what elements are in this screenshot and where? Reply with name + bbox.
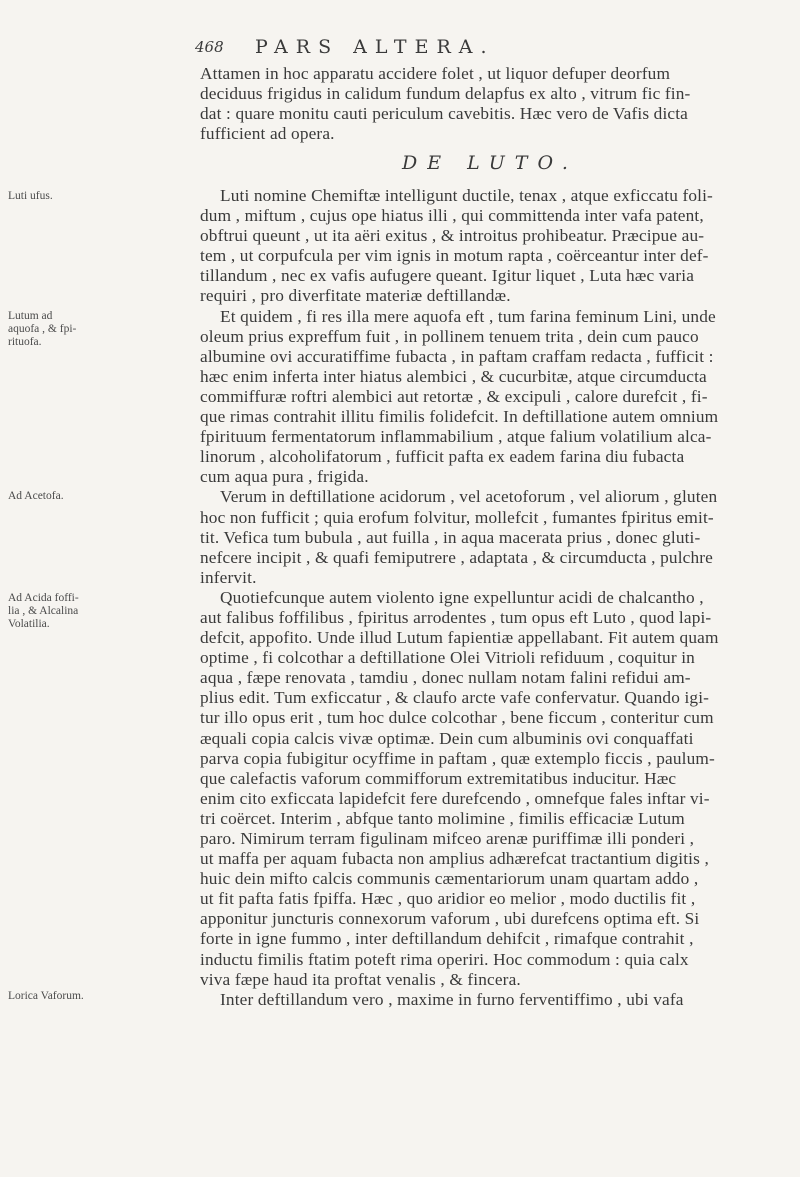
margin-note-line: rituofa. <box>8 336 42 348</box>
running-title: PARS ALTERA. <box>255 36 495 58</box>
text-line: fpirituum fermentatorum inflammabilium , atque falium volatilium alca- <box>200 427 712 447</box>
text-line: defcit, appofito. Unde illud Lutum fapientiæ appellabant. Fit autem quam <box>200 628 719 648</box>
text-line: Inter deftillandum vero , maxime in furno ferventiffimo , ubi vafa <box>220 989 684 1009</box>
margin-note-line: Ad Acida foffi- <box>8 592 79 604</box>
text-line: Et quidem , fi res illa mere aquofa eft , tum farina feminum Lini, unde <box>220 306 716 326</box>
margin-note-luti-ufus <box>8 190 86 203</box>
text-line: aqua , fæpe renovata , tamdiu , donec nullam notam falini refidui am- <box>200 668 691 688</box>
text-line: optime , fi colcothar a deftillatione Olei Vitrioli refiduum , coquitur in <box>200 648 695 668</box>
text-line: forte in igne fummo , inter deftillandum dehifcit , rimafque contrahit , <box>200 929 694 949</box>
text-line: parva copia fubigitur ocyffime in paftam , quæ extemplo ficcis , paulum- <box>200 748 715 768</box>
margin-note-lorica-vaforum <box>8 990 86 1003</box>
text-line: oleum prius expreffum fuit , in pollinem tenuem trita , dein cum pauco <box>200 326 699 346</box>
text-line: Attamen in hoc apparatu accidere folet , ut liquor defuper deorfum <box>200 64 671 83</box>
text-line: hæc enim inferta inter hiatus alembici , & cucurbitæ, atque circumducta <box>200 366 707 386</box>
margin-note-line: Ad Acetofa. <box>8 490 64 502</box>
text-line: viva fæpe haud ita proftat venalis , & fincera. <box>200 969 521 989</box>
text-line: cum aqua pura , frigida. <box>200 467 369 487</box>
margin-note-ad-acetofa <box>8 490 86 503</box>
text-line: ut maffa per aquam fubacta non amplius adhærefcat tractantium digitis , <box>200 849 709 869</box>
text-line: requiri , pro diverfitate materiæ deftillandæ. <box>200 286 511 306</box>
text-line: que rimas contrahit illitu fimilis folidefcit. In deftillatione autem omnium <box>200 407 719 427</box>
text-line: dat : quare monitu cauti periculum cavebitis. Hæc vero de Vafis dicta <box>200 104 688 124</box>
margin-note-line: Lorica Vaforum. <box>8 990 84 1002</box>
body-text <box>200 186 795 1010</box>
page-number: 468 <box>195 38 224 56</box>
text-line: Luti nomine Chemiftæ intelligunt ductile, tenax , atque exficcatu foli- <box>220 186 713 205</box>
page-header <box>195 36 795 62</box>
text-line: nefcere incipit , & quafi femiputrere , adaptata , & circumducta , pulchre <box>200 547 713 567</box>
text-line: æquali copia calcis vivæ optimæ. Dein cum albuminis ovi conquaffati <box>200 728 694 748</box>
margin-note-ad-acida-foffilia <box>8 592 86 631</box>
text-line: tur illo opus erit , tum hoc dulce colcothar , bene ficcum , conteritur cum <box>200 708 714 728</box>
text-line: commiffuræ roftri alembici aut retortæ , & excipuli , calore durefcit , fi- <box>200 386 708 406</box>
margin-note-line: lia , & Alcalina <box>8 605 79 617</box>
text-line: apponitur juncturis connexorum vaforum , ubi durefcens optima eft. Si <box>200 909 700 929</box>
margin-note-line: Luti ufus. <box>8 190 53 202</box>
text-line: aut falibus foffilibus , fpiritus arrodentes , tum opus eft Luto , quod lapi- <box>200 607 712 627</box>
text-line: Verum in deftillatione acidorum , vel acetoforum , vel aliorum , gluten <box>220 487 718 507</box>
text-line: ut fit pafta fatis fpiffa. Hæc , quo aridior eo melior , modo ductilis fit , <box>200 889 696 909</box>
section-heading: DE LUTO. <box>402 152 578 174</box>
text-line: tillandum , nec ex vafis aufugere queant. Igitur liquet , Luta hæc varia <box>200 266 695 286</box>
text-line: inductu fimilis ftatim poteft rima operiri. Hoc commodum : quia calx <box>200 949 689 969</box>
text-line: tem , ut corpufcula per vim ignis in motum rapta , coërceantur inter def- <box>200 246 709 266</box>
text-line: fufficient ad opera. <box>200 124 335 144</box>
text-line: huic dein mifto calcis communis cæmentariorum unam quartam addo , <box>200 869 699 889</box>
margin-note-lutum-aquofa <box>8 310 86 349</box>
text-line: paro. Nimirum terram figulinam mifceo arenæ puriffimæ illi ponderi , <box>200 829 695 848</box>
text-line: plius edit. Tum exficcatur , & claufo arcte vafe confervatur. Quando igi- <box>200 688 710 708</box>
text-line: linorum , alcoholifatorum , fufficit pafta ex eadem farina diu fubacta <box>200 447 685 467</box>
text-line: enim cito exficcata lapidefcit fere durefcendo , omnefque fales inftar vi- <box>200 788 710 808</box>
text-line: albumine ovi accuratiffime fubacta , in paftam craffam redacta , fufficit : <box>200 346 714 366</box>
text-line: que calefactis vaforum commifforum extremitatibus inducitur. Hæc <box>200 768 677 788</box>
text-line: obftrui queunt , ut ita aëri exitus , & introitus prohibeatur. Præcipue au- <box>200 226 705 246</box>
text-line: tri coërcet. Interim , abfque tanto molimine , fimilis efficaciæ Lutum <box>200 808 685 828</box>
margin-note-line: Volatilia. <box>8 618 50 630</box>
margin-note-line: aquofa , & fpi- <box>8 323 77 335</box>
margin-note-line: Lutum ad <box>8 310 53 322</box>
text-line: dum , miftum , cujus ope hiatus illi , qui committenda inter vafa patent, <box>200 206 704 226</box>
text-line: hoc non fufficit ; quia erofum folvitur, mollefcit , fumantes fpiritus emit- <box>200 507 714 527</box>
text-line: tit. Vefica tum bubula , aut fuilla , in aqua macerata prius , donec gluti- <box>200 527 701 547</box>
text-line: Quotiefcunque autem violento igne expelluntur acidi de chalcantho , <box>220 587 704 607</box>
text-line: infervit. <box>200 567 257 587</box>
text-line: deciduus frigidus in calidum fundum delapfus ex alto , vitrum fic fin- <box>200 84 691 104</box>
intro-paragraph <box>200 64 795 144</box>
